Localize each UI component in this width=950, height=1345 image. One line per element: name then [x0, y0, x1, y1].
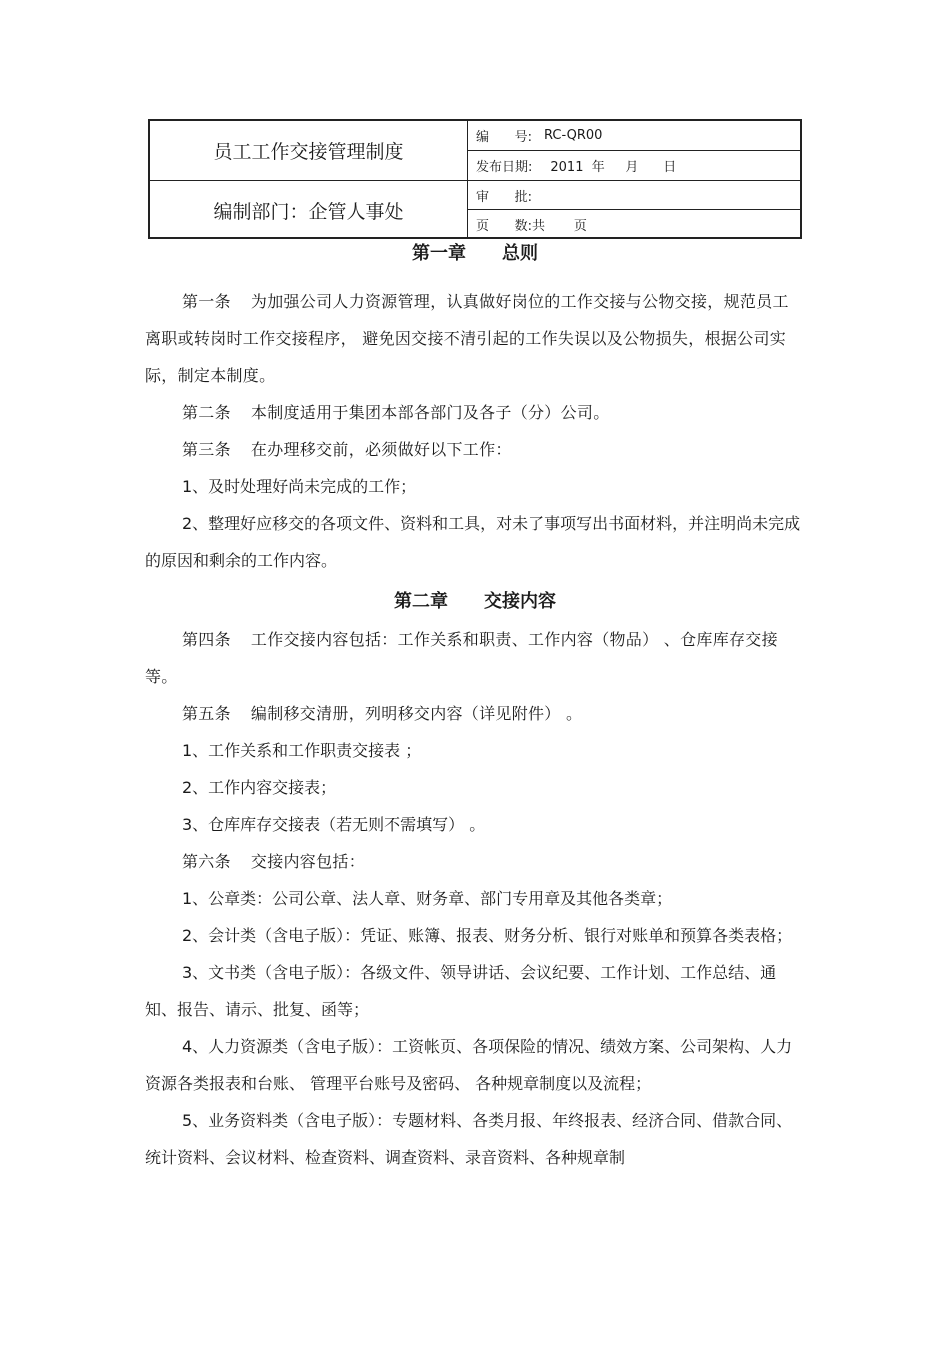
- chapter-2-heading: 第二章 交接内容: [394, 591, 556, 612]
- list-item: 1、公章类：公司公章、法人章、财务章、部门专用章及其他各类章；: [182, 889, 673, 908]
- list-item: 2、整理好应移交的各项文件、资料和工具，对未了事项写出书面材料，并注明尚未完成的原因和剩余的工作内容。: [145, 514, 801, 570]
- compiling-department: 编制部门：企管人事处: [213, 200, 404, 223]
- article-number: 第一条: [182, 292, 231, 311]
- article-text: 编制移交清册，列明移交内容（详见附件） 。: [250, 704, 583, 723]
- header-meta-column: [468, 121, 800, 239]
- article-3: [145, 431, 805, 468]
- release-date-row: [468, 151, 800, 181]
- article-text: 为加强公司人力资源管理，认真做好岗位的工作交接与公物交接，规范员工离职或转岗时工作交接程序， 避免因交接不清引起的工作失误以及公物损失，根据公司实际，制定本制度。: [145, 292, 789, 385]
- article-number: 第五条: [182, 704, 231, 723]
- list-item: 5、业务资料类（含电子版）：专题材料、各类月报、年终报表、经济合同、借款合同、统计资料、会议材料、检查资料、调查资料、录音资料、各种规章制: [145, 1111, 793, 1167]
- list-item: 1、工作关系和工作职责交接表 ；: [182, 741, 422, 760]
- list-item: 3、文书类（含电子版）：各级文件、领导讲话、会议纪要、工作计划、工作总结、通知、报告、请示、批复、函等；: [145, 963, 777, 1019]
- article-5: [145, 695, 805, 732]
- release-date-value: 2011 年 月 日: [550, 160, 677, 175]
- article-6: [145, 843, 805, 880]
- article-4: [145, 621, 805, 695]
- doc-number-row: [468, 121, 800, 151]
- article-text: 在办理移交前，必须做好以下工作：: [250, 440, 512, 459]
- chapter-1-heading: 第一章 总则: [412, 243, 538, 264]
- release-date-label: 发布日期:: [476, 160, 533, 175]
- list-item: 4、人力资源类（含电子版）：工资帐页、各项保险的情况、绩效方案、公司架构、人力资源各类报表和台账、 管理平台账号及密码、 各种规章制度以及流程；: [145, 1037, 793, 1093]
- article-number: 第六条: [182, 852, 231, 871]
- document-title: 员工工作交接管理制度: [150, 121, 467, 181]
- page-count-value: 共 页: [532, 219, 587, 234]
- article-1: [145, 283, 805, 394]
- doc-number-label: 编 号:: [476, 130, 532, 145]
- list-item: 2、工作内容交接表；: [182, 778, 337, 797]
- approval-row: [468, 181, 800, 210]
- article-text: 工作交接内容包括：工作关系和职责、工作内容（物品） 、仓库库存交接等。: [145, 630, 778, 686]
- article-number: 第二条: [182, 403, 231, 422]
- list-item: 2、会计类（含电子版）：凭证、账簿、报表、财务分析、银行对账单和预算各类表格；: [182, 926, 793, 945]
- list-item: 1、及时处理好尚未完成的工作；: [182, 477, 417, 496]
- article-text: 交接内容包括：: [250, 852, 366, 871]
- article-number: 第四条: [182, 630, 231, 649]
- document-body: [145, 239, 805, 1176]
- article-2: [145, 394, 805, 431]
- doc-number-value: RC-QR00: [544, 128, 603, 143]
- article-number: 第三条: [182, 440, 231, 459]
- approval-label: 审 批:: [476, 189, 532, 205]
- document-header-table: [148, 119, 802, 239]
- page-count-row: [468, 210, 800, 239]
- article-text: 本制度适用于集团本部各部门及各子（分）公司。: [250, 403, 610, 422]
- page-count-label: 页 数:: [476, 219, 532, 234]
- list-item: 3、仓库库存交接表（若无则不需填写） 。: [182, 815, 486, 834]
- header-left-column: [150, 121, 468, 239]
